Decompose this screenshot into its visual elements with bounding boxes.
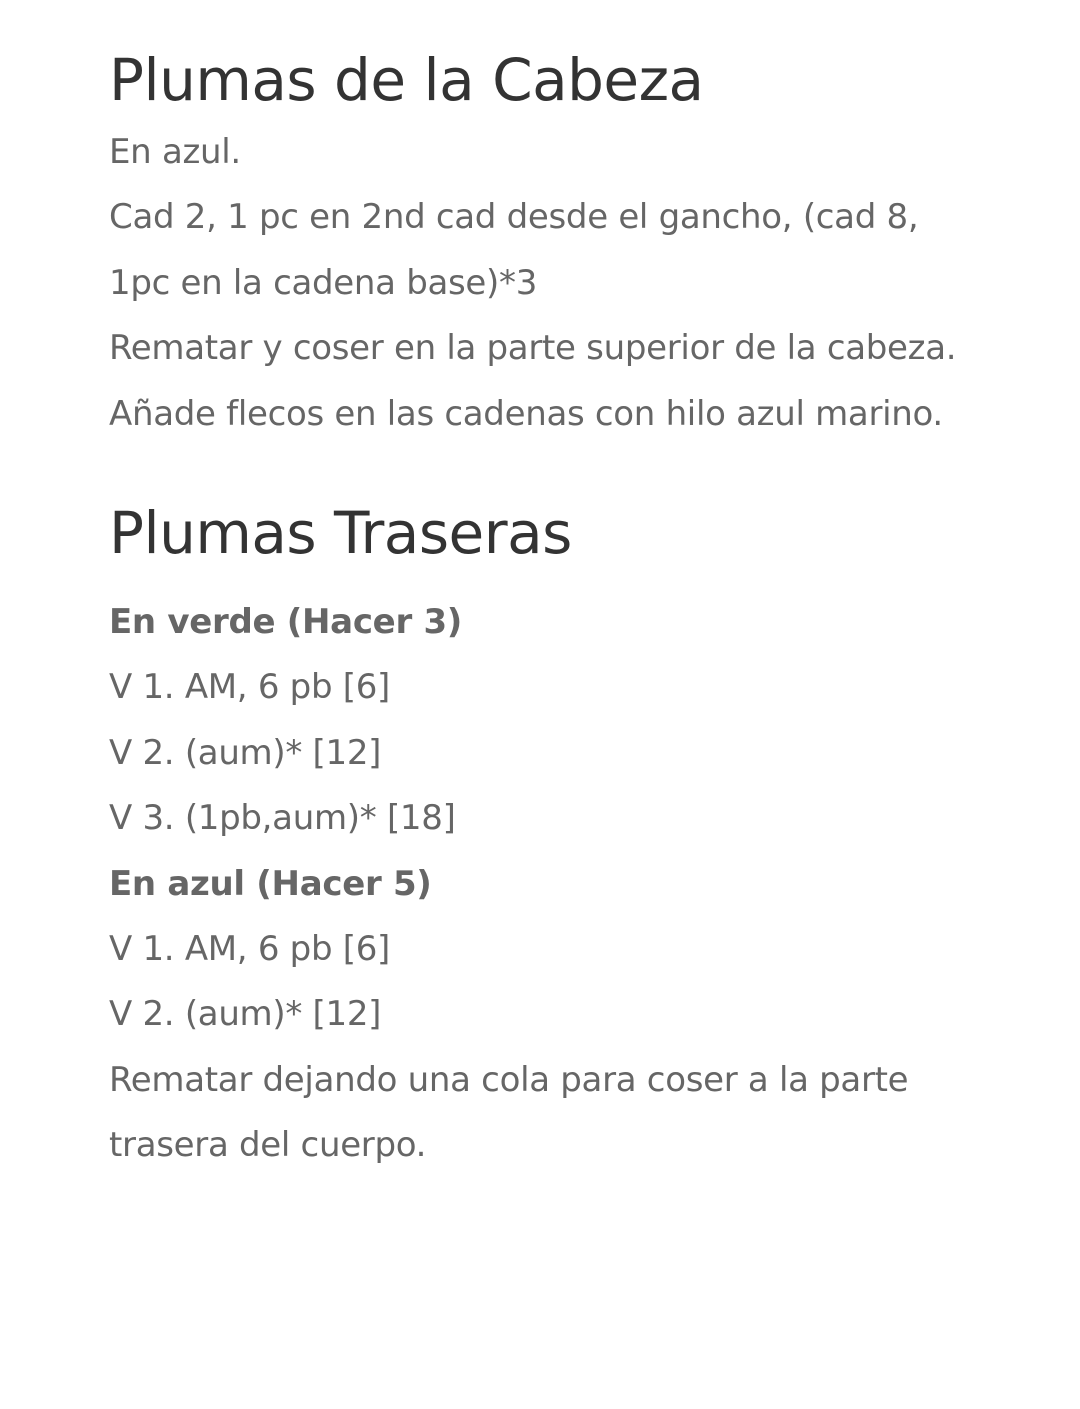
section-back-feathers [109,447,970,1179]
section-title: Plumas Traseras [109,499,572,568]
section-body [109,120,970,447]
round-line: V 2. (aum)* [12] [109,994,382,1035]
round-line: V 3. (1pb,aum)* [18] [109,798,456,839]
round-line: V 1. AM, 6 pb [6] [109,929,390,970]
round-line: V 2. (aum)* [12] [109,732,382,773]
round-line: V 1. AM, 6 pb [6] [109,667,390,708]
instruction-line: En azul. [109,132,241,172]
instruction-line: Cad 2, 1 pc en 2nd cad desde el gancho, (cad 8, 1pc en la cadena base)*3 [109,197,919,303]
instruction-line: Añade flecos en las cadenas con hilo azul marino. [109,393,943,434]
subheading-blue: En azul (Hacer 5) [109,863,432,904]
section-head-feathers [109,0,970,447]
subheading-green: En verde (Hacer 3) [109,602,463,643]
section-body [109,590,970,1179]
instruction-line: Rematar dejando una cola para coser a la parte trasera del cuerpo. [109,1059,909,1166]
section-title: Plumas de la Cabeza [109,46,704,114]
instruction-line: Rematar y coser en la parte superior de la cabeza. [109,328,957,369]
